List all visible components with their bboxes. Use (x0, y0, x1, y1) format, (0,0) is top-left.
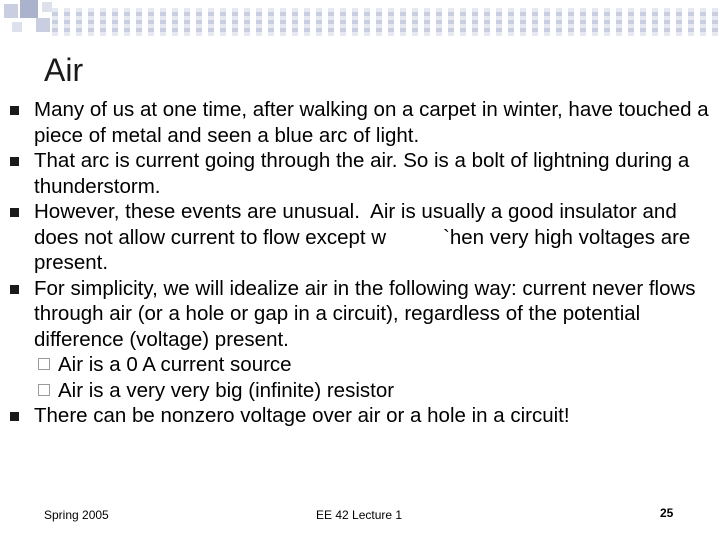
bullet-square-icon (10, 157, 19, 166)
deco-square (36, 18, 50, 32)
footer-date: Spring 2005 (44, 508, 109, 522)
bullet-square-icon (10, 106, 19, 115)
bullet-text: There can be nonzero voltage over air or a hole in a circuit! (34, 404, 570, 427)
bullet-square-icon (10, 285, 19, 294)
deco-strip-overlay (52, 8, 720, 36)
bullet-item (10, 148, 716, 199)
subbullet-item (10, 378, 716, 404)
bullet-item (10, 403, 716, 429)
checkbox-square-icon (38, 384, 50, 396)
checkbox-square-icon (38, 358, 50, 370)
subbullet-text: Air is a 0 A current source (58, 353, 292, 376)
slide-content (10, 97, 716, 429)
subbullet-text: Air is a very very big (infinite) resistor (58, 378, 395, 402)
slide-title: Air (44, 52, 84, 88)
page-number: 25 (660, 506, 674, 520)
footer-course: EE 42 Lecture 1 (316, 508, 403, 522)
deco-square (12, 22, 22, 32)
deco-square (42, 2, 52, 12)
bullet-square-icon (10, 208, 19, 217)
bullet-item (10, 199, 716, 276)
bullet-item (10, 276, 716, 353)
bullet-text: However, these events are unusual. Air is usually a good insulator and does not allow current to flow except w `hen very high voltages are present. (34, 200, 697, 274)
bullet-item (10, 97, 716, 148)
deco-square (20, 0, 38, 18)
bullet-text: Many of us at one time, after walking on a carpet in winter, have touched a piece of metal and seen a blue arc of light. (34, 98, 709, 147)
subbullet-item (10, 352, 716, 378)
deco-square (4, 4, 18, 18)
header-decoration (0, 0, 720, 40)
bullet-text: For simplicity, we will idealize air in the following way: current never flows through air (or a hole or gap in a circuit), regardless of the potential difference (voltage) present. (34, 276, 696, 351)
bullet-text: That arc is current going through the air. So is a bolt of lightning during a thunderstorm. (34, 149, 690, 198)
bullet-square-icon (10, 412, 19, 421)
